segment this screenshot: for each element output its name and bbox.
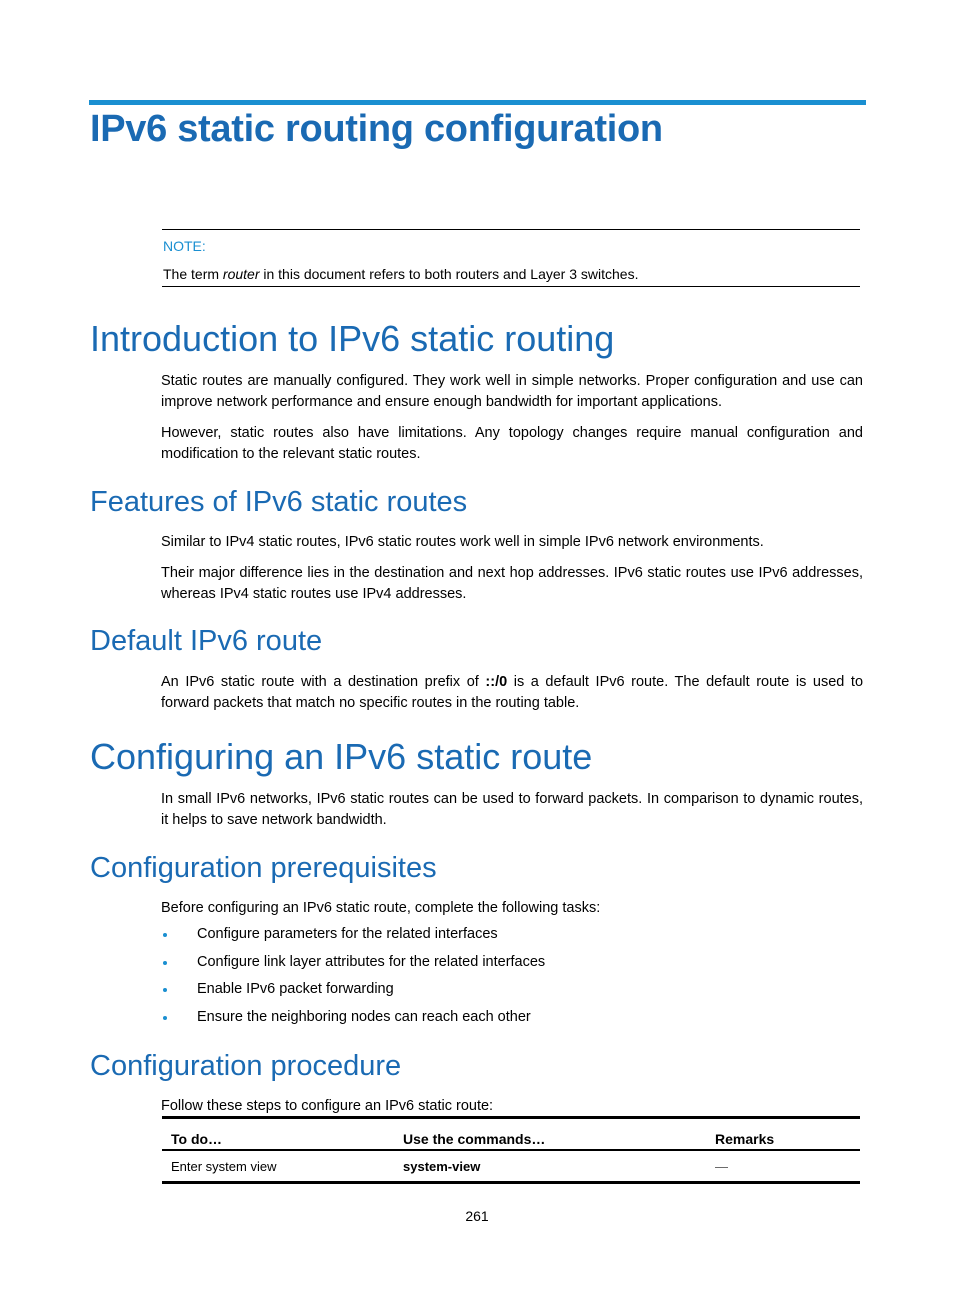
column-header-todo: To do… [162,1118,394,1151]
heading-default-route: Default IPv6 route [90,625,323,657]
heading-procedure: Configuration procedure [90,1050,402,1082]
table-header-row [162,1118,860,1151]
default-route-prefix: ::/0 [485,674,508,690]
note-term: router [222,266,260,282]
page-title: IPv6 static routing configuration [90,108,663,150]
list-item-text: Ensure the neighboring nodes can reach each other [197,1009,531,1026]
list-item [161,979,545,1007]
heading-configuring: Configuring an IPv6 static route [90,736,593,777]
list-item-text: Configure parameters for the related interfaces [197,926,498,942]
table-cell-todo: Enter system view [162,1150,394,1183]
note-text-after: in this document refers to both routers and Layer 3 switches. [259,266,639,282]
note-text-before: The term [163,266,223,282]
note-box [162,229,860,287]
table-cell-remarks: — [706,1150,860,1183]
list-item [161,1007,545,1035]
heading-prerequisites: Configuration prerequisites [90,852,437,884]
heading-introduction: Introduction to IPv6 static routing [90,318,615,359]
list-item-text: Configure link layer attributes for the related interfaces [197,953,546,970]
prerequisites-intro: Before configuring an IPv6 static route, complete the following tasks: [161,900,601,916]
page-number: 261 [465,1208,489,1224]
bullet-icon [163,988,167,992]
features-paragraph-1: Similar to IPv4 static routes, IPv6 static routes work well in simple IPv6 network environments. [161,534,764,550]
column-header-remarks: Remarks [706,1118,860,1151]
configuring-paragraph: In small IPv6 networks, IPv6 static routes can be used to forward packets. In comparison to dynamic routes, it helps to save network bandwidth. [161,791,863,828]
bullet-icon [163,933,167,937]
table-cell-command: system-view [394,1150,706,1183]
column-header-commands: Use the commands… [394,1118,706,1151]
steps-table [162,1116,860,1184]
list-item [161,924,545,952]
intro-paragraph-1: Static routes are manually configured. They work well in simple networks. Proper configuration and use can improve network performance and ensure enough bandwidth for important applications. [161,373,863,410]
prerequisites-list [161,924,545,1035]
default-route-paragraph [161,672,863,714]
note-text [163,266,638,282]
default-route-text-after: is a default IPv6 route. The default route is used to forward packets that match no specific routes in the routing table. [161,674,864,711]
procedure-intro: Follow these steps to configure an IPv6 static route: [161,1098,494,1114]
bullet-icon [163,1016,167,1020]
table-row [162,1150,860,1183]
title-rule [89,100,866,105]
bullet-icon [163,961,167,965]
heading-features: Features of IPv6 static routes [90,486,468,518]
features-paragraph-2: Their major difference lies in the destination and next hop addresses. IPv6 static routes use IPv6 addresses, whereas IPv4 static routes use IPv4 addresses. [161,565,863,602]
list-item-text: Enable IPv6 packet forwarding [197,981,394,998]
list-item [161,952,545,980]
default-route-text-before: An IPv6 static route with a destination prefix of [161,674,486,690]
note-label: NOTE: [163,238,206,254]
intro-paragraph-2: However, static routes also have limitations. Any topology changes require manual configuration and modification to the relevant static routes. [161,425,863,462]
